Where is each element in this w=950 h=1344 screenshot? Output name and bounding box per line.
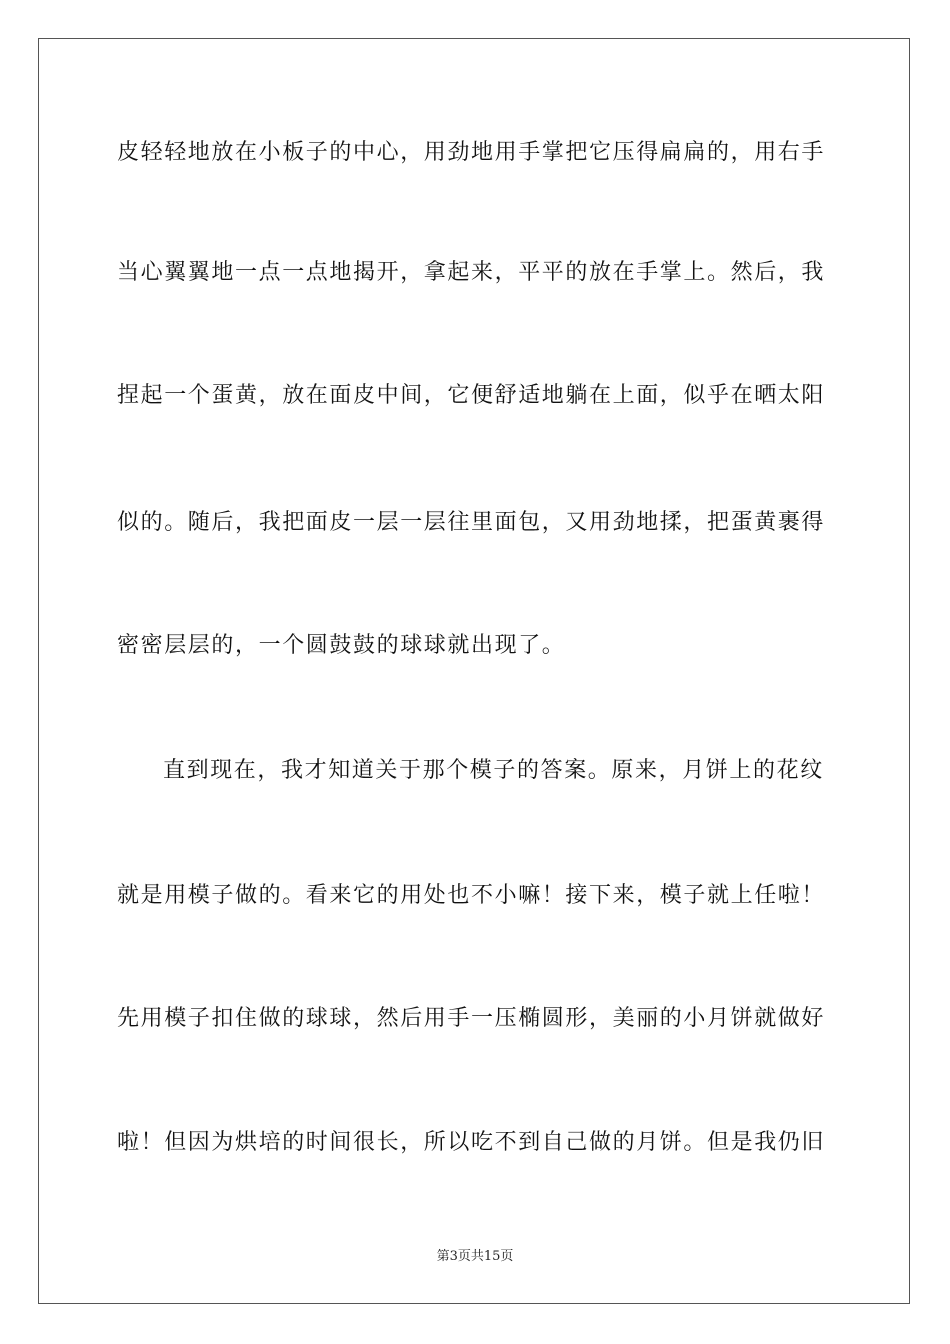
body-text-line-7: 就是用模子做的。看来它的用处也不小嘛！接下来，模子就上任啦！ [117,883,826,908]
body-text-line-5: 密密层层的，一个圆鼓鼓的球球就出现了。 [117,633,566,658]
body-text-line-8: 先用模子扣住做的球球，然后用手一压椭圆形，美丽的小月饼就做好 [117,1006,826,1031]
paragraph-start-line: 直到现在，我才知道关于那个模子的答案。原来，月饼上的花纹 [163,758,824,783]
body-text-line-9: 啦！但因为烘培的时间很长，所以吃不到自己做的月饼。但是我仍旧 [117,1130,826,1155]
body-text-line-3: 捏起一个蛋黄，放在面皮中间，它便舒适地躺在上面，似乎在晒太阳 [117,383,826,408]
body-text-line-1: 皮轻轻地放在小板子的中心，用劲地用手掌把它压得扁扁的，用右手 [117,140,826,165]
body-text-line-2: 当心翼翼地一点一点地揭开，拿起来，平平的放在手掌上。然后，我 [117,260,826,285]
page-border [38,38,910,1304]
body-text-line-4: 似的。随后，我把面皮一层一层往里面包，又用劲地揉，把蛋黄裹得 [117,510,826,535]
page-total: 共15页 [470,1249,514,1264]
page-number: 第3页 [436,1249,471,1264]
page-footer [0,1248,950,1266]
